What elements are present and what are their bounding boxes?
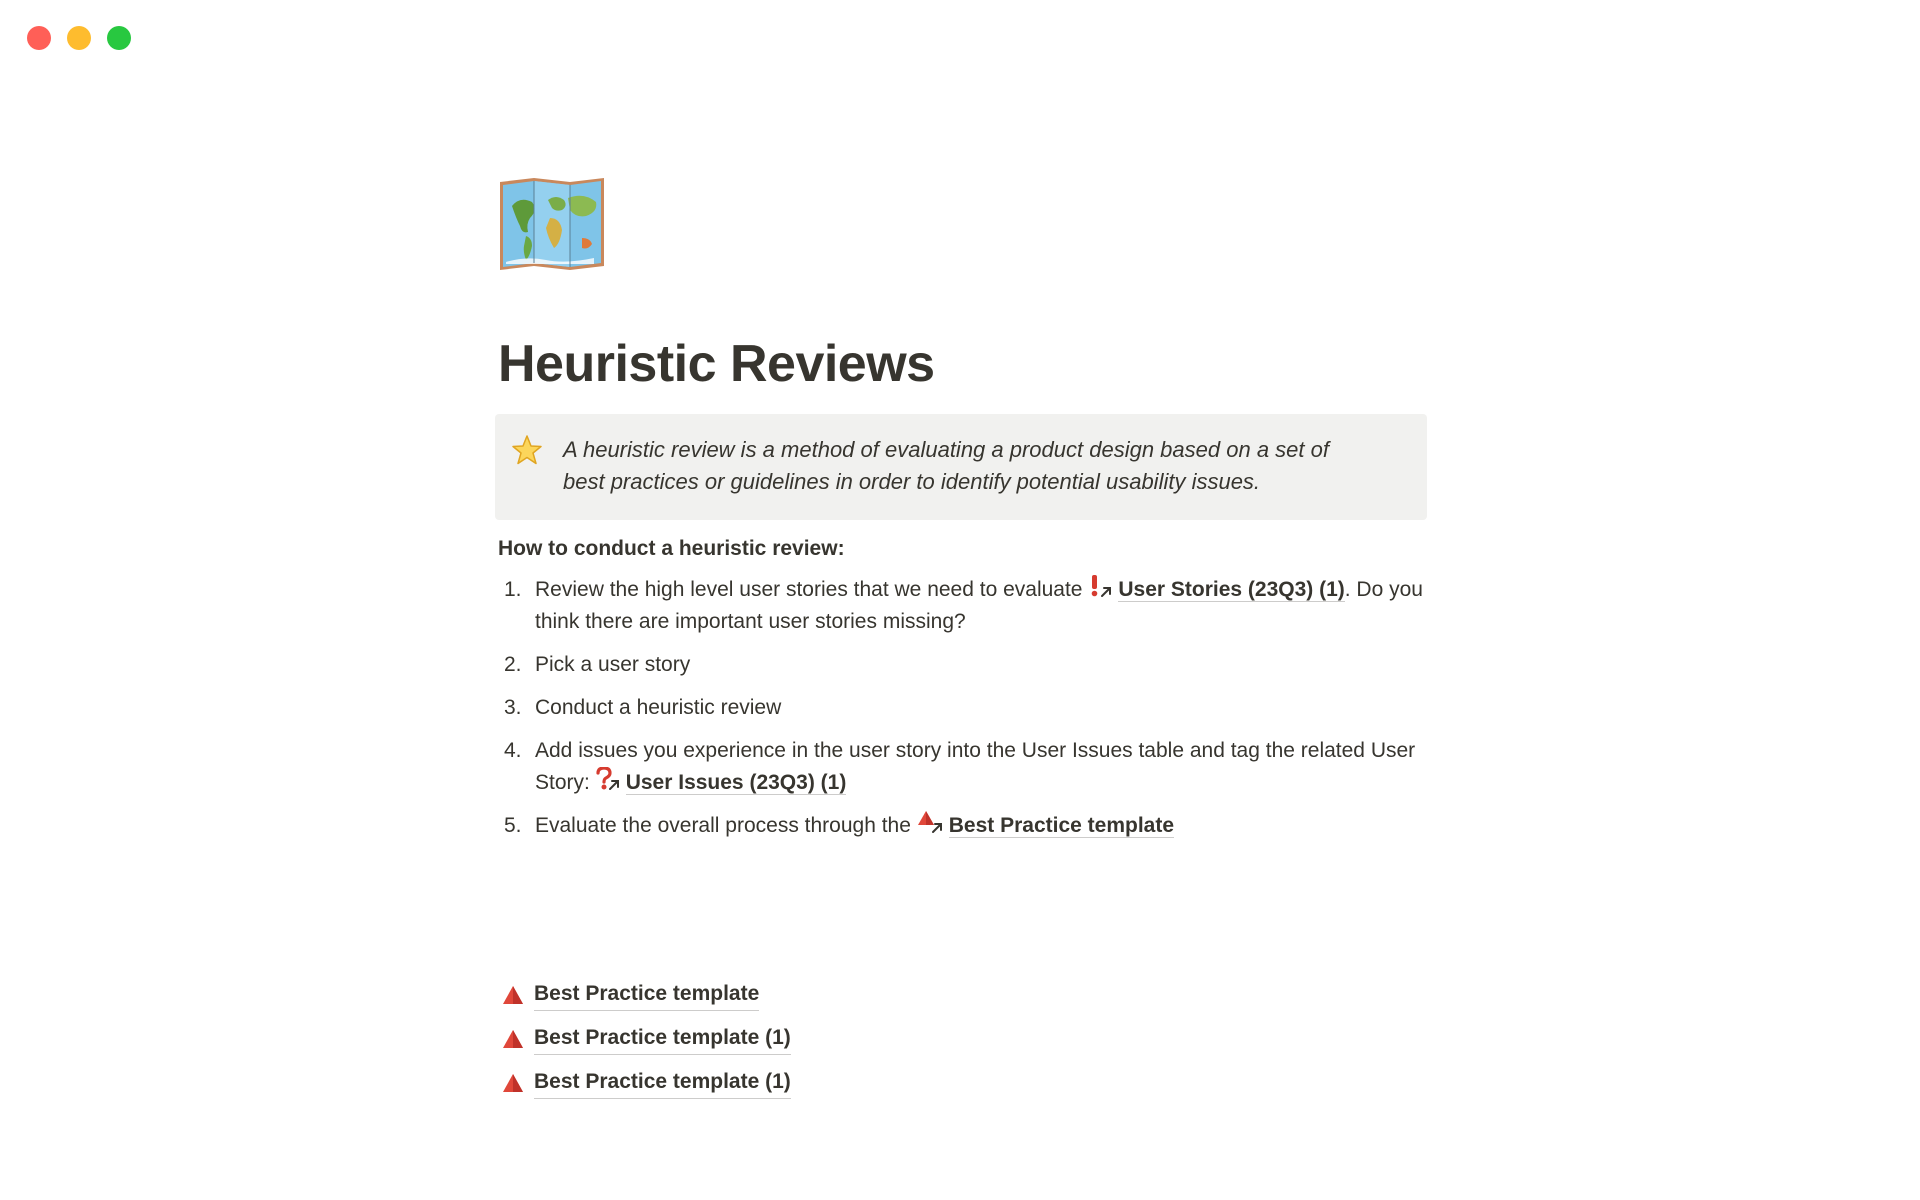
list-item (498, 735, 1448, 799)
user-stories-link[interactable] (1088, 578, 1344, 601)
page-title[interactable]: Heuristic Reviews (498, 335, 935, 393)
list-number: 5. (504, 814, 522, 837)
subpage-list (498, 978, 791, 1110)
subpage-link[interactable] (498, 978, 791, 1011)
callout-text: A heuristic review is a method of evaluating a product design based on a set of best practices or guidelines in order to identify potential usability issues. (563, 437, 1329, 494)
step-text: Add issues you experience in the user story into the User Issues table and tag the related User Story: (535, 739, 1416, 794)
mention-label[interactable]: User Stories (23Q3) (1) (1118, 578, 1345, 601)
subpage-label[interactable]: Best Practice template (534, 978, 759, 1011)
exclamation-link-icon (1088, 574, 1114, 598)
step-text-after: . Do you think there are important user stories missing? (535, 578, 1423, 633)
subpage-label[interactable]: Best Practice template (1) (534, 1022, 791, 1055)
red-triangle-icon (502, 1073, 524, 1093)
section-heading: How to conduct a heuristic review: (498, 537, 845, 560)
star-icon[interactable] (511, 434, 543, 466)
subpage-link[interactable] (498, 1066, 791, 1099)
step-text: Conduct a heuristic review (535, 696, 782, 719)
list-item (498, 649, 1448, 681)
best-practice-link[interactable] (917, 814, 1174, 837)
step-text: Review the high level user stories that we need to evaluate (535, 578, 1083, 601)
red-triangle-icon (502, 985, 524, 1005)
step-text: Pick a user story (535, 653, 691, 676)
triangle-link-icon (917, 810, 945, 834)
list-item (498, 810, 1448, 842)
list-number: 1. (504, 578, 522, 601)
close-window-button[interactable] (27, 26, 51, 50)
list-number: 4. (504, 739, 522, 762)
window-controls (27, 26, 131, 50)
callout-block[interactable] (495, 414, 1427, 520)
mention-label[interactable]: User Issues (23Q3) (1) (625, 771, 847, 794)
page-content (498, 178, 1448, 853)
list-item (498, 574, 1448, 638)
list-item (498, 692, 1448, 724)
steps-list (498, 574, 1448, 842)
zoom-window-button[interactable] (107, 26, 131, 50)
subpage-label[interactable]: Best Practice template (1) (534, 1066, 791, 1099)
subpage-link[interactable] (498, 1022, 791, 1055)
world-map-icon[interactable] (498, 178, 606, 270)
red-triangle-icon (502, 1029, 524, 1049)
user-issues-link[interactable] (596, 771, 847, 794)
step-text: Evaluate the overall process through the (535, 814, 911, 837)
list-number: 3. (504, 696, 522, 719)
mention-label[interactable]: Best Practice template (948, 814, 1175, 837)
question-link-icon (596, 767, 622, 791)
list-number: 2. (504, 653, 522, 676)
minimize-window-button[interactable] (67, 26, 91, 50)
